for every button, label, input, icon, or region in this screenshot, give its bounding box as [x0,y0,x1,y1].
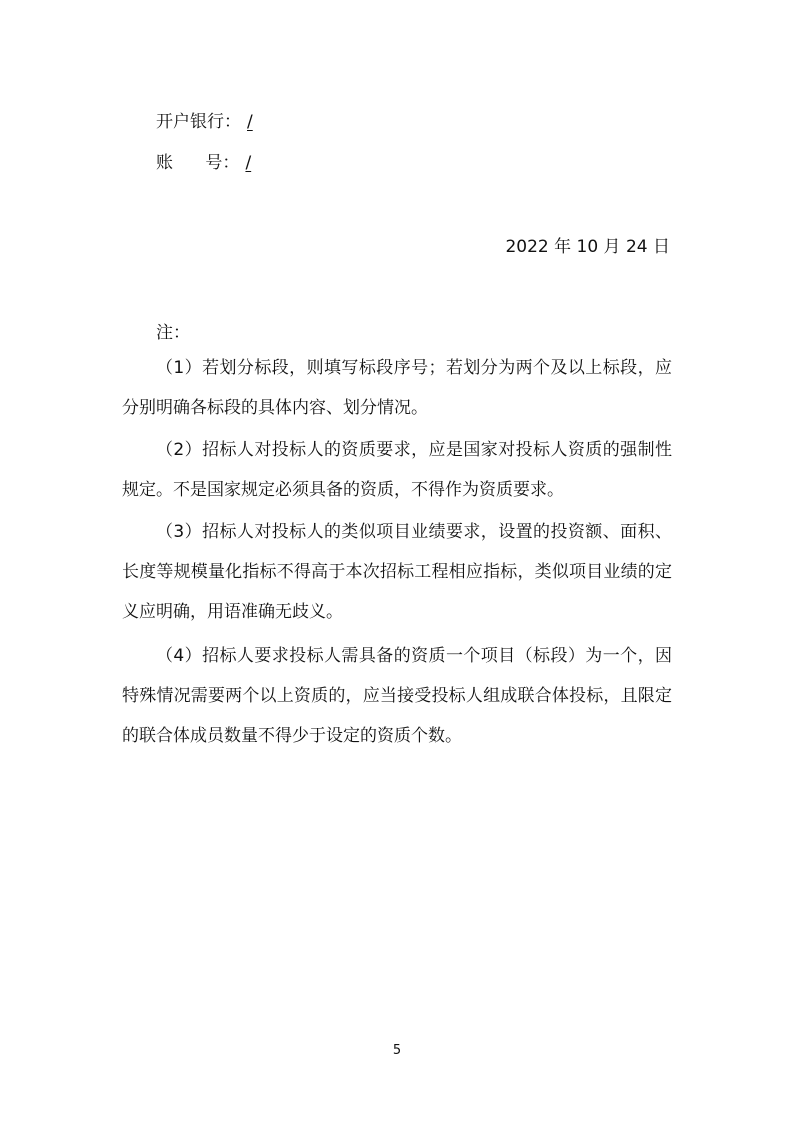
note-item-4: （4）招标人要求投标人需具备的资质一个项目（标段）为一个，因特殊情况需要两个以上资质的，应当接受投标人组成联合体投标，且限定的联合体成员数量不得少于设定的资质个数。 [122,646,672,746]
bank-value: / [247,112,253,132]
bank-label: 开户银行： [156,112,241,132]
notes-title: 注： [156,323,190,343]
note-item-3: （3）招标人对投标人的类似项目业绩要求，设置的投资额、面积、长度等规模量化指标不得高于本次招标工程相应指标，类似项目业绩的定义应明确，用语准确无歧义。 [122,522,672,622]
page-number: 5 [392,1043,402,1058]
account-value: / [245,153,252,173]
bank-line [156,107,259,132]
account-line [156,148,257,173]
note-item-1: （1）若划分标段，则填写标段序号；若划分为两个及以上标段，应分别明确各标段的具体内容、划分情况。 [122,358,672,418]
account-label: 账 号： [156,153,240,173]
document-date: 2022 年 10 月 24 日 [505,237,670,257]
note-item-2: （2）招标人对投标人的资质要求，应是国家对投标人资质的强制性规定。不是国家规定必须具备的资质，不得作为资质要求。 [122,440,672,500]
